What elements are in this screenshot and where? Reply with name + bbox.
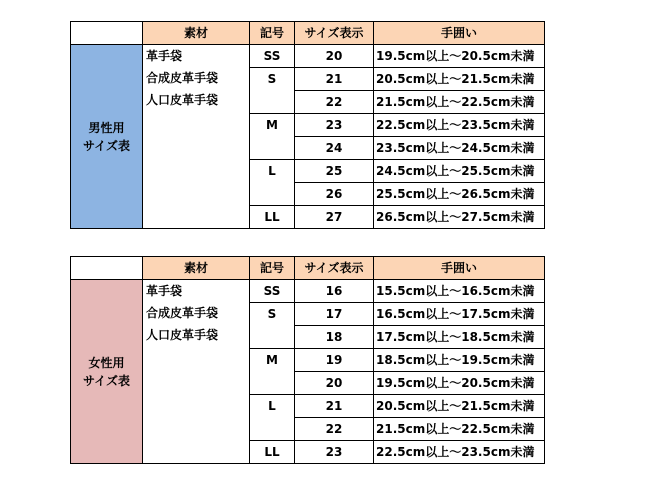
material-artificial: 人口皮革手袋 [146, 93, 219, 107]
male-size: 26 [295, 183, 374, 206]
female-header-girth: 手囲い [374, 257, 545, 280]
male-header-row [71, 22, 545, 45]
female-girth: 19.5cm以上～20.5cm未満 [374, 372, 545, 395]
female-size: 22 [295, 418, 374, 441]
female-girth: 17.5cm以上～18.5cm未満 [374, 326, 545, 349]
material-leather: 革手袋 [146, 49, 183, 63]
female-header-code: 記号 [250, 257, 295, 280]
female-header-blank [71, 257, 143, 280]
male-header-blank [71, 22, 143, 45]
male-code-ss: SS [250, 45, 295, 68]
female-code-s: S [250, 303, 295, 349]
material-artificial: 人口皮革手袋 [146, 328, 219, 342]
male-girth: 22.5cm以上～23.5cm未満 [374, 114, 545, 137]
female-size: 20 [295, 372, 374, 395]
male-label-line2: サイズ表 [82, 138, 131, 153]
male-girth: 24.5cm以上～25.5cm未満 [374, 160, 545, 183]
female-girth: 15.5cm以上～16.5cm未満 [374, 280, 545, 303]
male-girth: 23.5cm以上～24.5cm未満 [374, 137, 545, 160]
female-girth: 21.5cm以上～22.5cm未満 [374, 418, 545, 441]
material-synthetic: 合成皮革手袋 [146, 71, 219, 85]
table-row [71, 280, 545, 303]
female-girth: 18.5cm以上～19.5cm未満 [374, 349, 545, 372]
female-label-line1: 女性用 [88, 355, 125, 370]
male-side-label [71, 45, 143, 229]
female-code-ss: SS [250, 280, 295, 303]
male-size-table [70, 21, 545, 229]
male-girth: 25.5cm以上～26.5cm未満 [374, 183, 545, 206]
female-size-table [70, 256, 545, 464]
male-header-size: サイズ表示 [295, 22, 374, 45]
male-label-line1: 男性用 [88, 120, 125, 135]
female-header-material: 素材 [143, 257, 250, 280]
table-row [71, 45, 545, 68]
male-size: 24 [295, 137, 374, 160]
male-code-l: L [250, 160, 295, 206]
female-code-l: L [250, 395, 295, 441]
male-code-s: S [250, 68, 295, 114]
female-label-line2: サイズ表 [82, 373, 131, 388]
male-size: 21 [295, 68, 374, 91]
female-side-label [71, 280, 143, 464]
male-header-girth: 手囲い [374, 22, 545, 45]
female-header-row [71, 257, 545, 280]
female-girth: 20.5cm以上～21.5cm未満 [374, 395, 545, 418]
female-material-cell [143, 280, 250, 464]
female-size: 19 [295, 349, 374, 372]
female-header-size: サイズ表示 [295, 257, 374, 280]
female-girth: 16.5cm以上～17.5cm未満 [374, 303, 545, 326]
male-size: 22 [295, 91, 374, 114]
female-size: 16 [295, 280, 374, 303]
male-girth: 21.5cm以上～22.5cm未満 [374, 91, 545, 114]
male-size: 27 [295, 206, 374, 229]
male-girth: 20.5cm以上～21.5cm未満 [374, 68, 545, 91]
female-code-m: M [250, 349, 295, 395]
female-size: 18 [295, 326, 374, 349]
male-size: 25 [295, 160, 374, 183]
female-girth: 22.5cm以上～23.5cm未満 [374, 441, 545, 464]
male-girth: 19.5cm以上～20.5cm未満 [374, 45, 545, 68]
male-size: 23 [295, 114, 374, 137]
material-synthetic: 合成皮革手袋 [146, 306, 219, 320]
male-code-m: M [250, 114, 295, 160]
male-code-ll: LL [250, 206, 295, 229]
male-material-cell [143, 45, 250, 229]
female-size: 21 [295, 395, 374, 418]
female-code-ll: LL [250, 441, 295, 464]
male-header-code: 記号 [250, 22, 295, 45]
material-leather: 革手袋 [146, 284, 183, 298]
female-size: 17 [295, 303, 374, 326]
female-size: 23 [295, 441, 374, 464]
male-size: 20 [295, 45, 374, 68]
male-girth: 26.5cm以上～27.5cm未満 [374, 206, 545, 229]
male-header-material: 素材 [143, 22, 250, 45]
